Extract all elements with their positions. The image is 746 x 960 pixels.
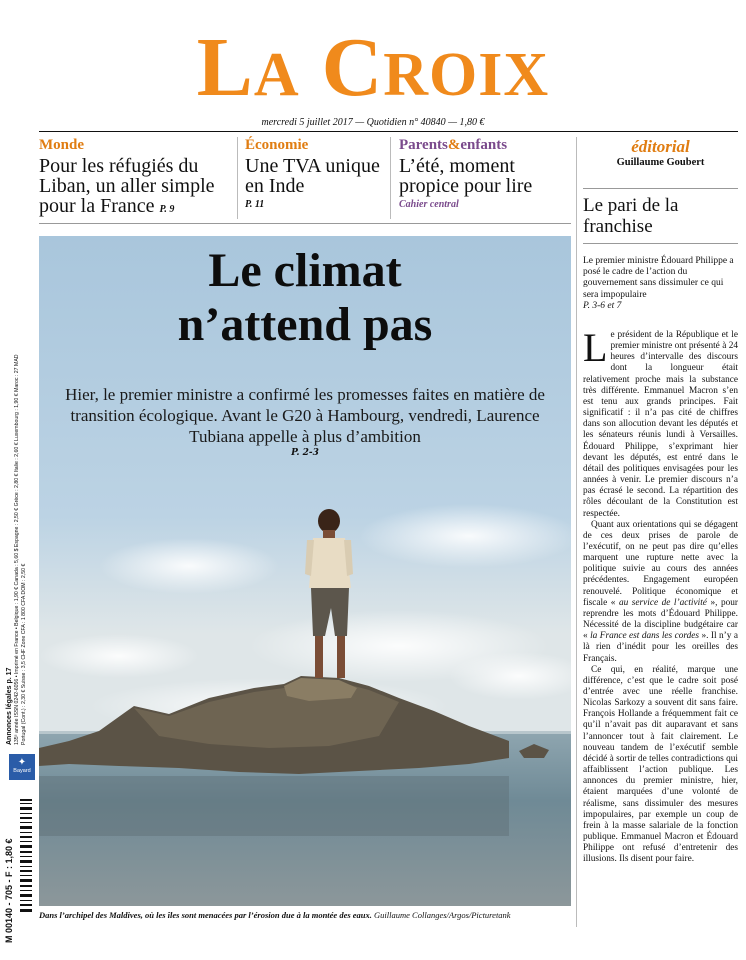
price-info-2: Portugal (Cont.) : 2,30 € Suisse : 3,5 CHF Zone CFA : 1 800 CFA DOM : 2,50 €	[21, 563, 27, 745]
teaser-kicker: Économie	[245, 137, 309, 153]
teaser-kicker: Parents&enfants	[399, 137, 508, 153]
lead-headline: Le climat n’attend pas	[177, 244, 433, 351]
price-info: 135ᵉ année ISSN 0242-6056 • Imprimé en France • Belgique : 1,90 € Canada : 5,60 $ Espagne : 2,50 € Grèce : 2,80 € Italie : 2,60 € Luxembourg : 1,90 € Maroc : 27 MAD	[14, 354, 20, 745]
teaser-page: Cahier central	[399, 199, 459, 210]
teaser-headline: Une TVA unique en Inde	[245, 155, 380, 197]
teaser-kicker: Monde	[39, 137, 84, 153]
masthead-logo: LA CROIX	[196, 21, 550, 114]
editorial-intro: Le premier ministre Édouard Philippe a posé le cadre de l’action du gouvernement sans dissimuler ce qui sera impopulaire P. 3-6 et 7	[583, 256, 734, 311]
editorial-author: Guillaume Goubert	[616, 157, 705, 168]
teaser-headline: Pour les réfugiés du Liban, un aller simple pour la France P. 9	[39, 155, 215, 217]
barcode	[4, 795, 34, 945]
editorial-dropcap: L	[583, 325, 608, 371]
teaser-monde[interactable]	[39, 137, 234, 220]
teaser-economie[interactable]	[245, 137, 385, 210]
publisher-logo: ✦ Bayard	[9, 754, 35, 780]
legal-notice: Annonces légales p. 17	[6, 667, 13, 745]
teaser-divider	[390, 137, 391, 219]
lead-pages: P. 2-3	[291, 448, 319, 458]
editorial-body: Le président de la République et le premier ministre ont présenté à 24 heures d’intervalle des discours dont la longueur était relativement proche mais la substance très différente. Emmanuel Macron s’en est tenu aux grands principes. Fait significatif : il n’a pas cité de chiffres dans son allocution devant les députés et les sénateurs réunis lundi à Versailles. Édouard Philippe, s’exprimant hier devant les députés, est entré dans le détail des politiques envisagées pour les années à venir. Le premier discours n’a pas écrasé le second. La répartition des rôles découlant de la Constitution est respectée. Quant aux orientations qui se dégagent de ces deux prises de parole de l’exécutif, on ne peut pas dire qu’elles marquent une rupture nette avec la politique suivie au cours des années précédentes. Engagement européen renouvelé. Politique économique et fiscale « au service de l’activité », pour reprendre les mots d’Édouard Philippe. Nécessité de la discipline budgétaire car « la France est dans les cordes ». Il n’y a là rien d’inédit pour les oreilles des Français. Ce qui, en réalité, marque une différence, c’est que le cadre soit posé d’entrée avec une réelle franchise. Nicolas Sarkozy a souvent dit sans faire. François Hollande a fréquemment fait ce qu’il n’avait pas dit auparavant et sans l’annoncer tout à fait clairement. Le nouveau tandem de l’exécutif semble décidé à sortir de telles contradictions qui affaiblissent l’action publique. Les annonces du premier ministre, hier, étaient marquées d’une volonté de réalisme, sans dissimuler des mesures impopulaires, par exemple un coup de frein à la masse salariale de la fonction publique. Emmanuel Macron et Édouard Philippe ont refusé d’entretenir des illusions. Ils disent pour faire.	[583, 325, 738, 865]
teaser-headline: L’été, moment propice pour lire	[399, 155, 533, 197]
masthead-rule	[39, 131, 738, 132]
lead-subhead: Hier, le premier ministre a confirmé les promesses faites en matière de transition écologique. Avant le G20 à Hambourg, vendredi, Laurence Tubiana appelle à plus d’ambition	[65, 385, 545, 446]
editorial-column	[583, 137, 738, 866]
teaser-rule	[39, 223, 571, 224]
teaser-divider	[237, 137, 238, 219]
editorial-title: Le pari de la franchise	[583, 195, 679, 237]
editorial-divider	[576, 137, 577, 927]
teaser-parents[interactable]	[399, 137, 569, 210]
photo-caption: Dans l’archipel des Maldives, où les îles sont menacées par l’érosion due à la montée des eaux. Guillaume Collanges/Argos/Picturetank	[39, 910, 511, 920]
barcode-text: M 00140 - 705 - F : 1,80 €	[4, 838, 14, 943]
editorial-label: éditorial	[631, 137, 690, 156]
dateline: mercredi 5 juillet 2017 — Quotidien n° 40840 — 1,80 €	[261, 117, 485, 128]
teaser-page: P. 11	[245, 199, 265, 210]
